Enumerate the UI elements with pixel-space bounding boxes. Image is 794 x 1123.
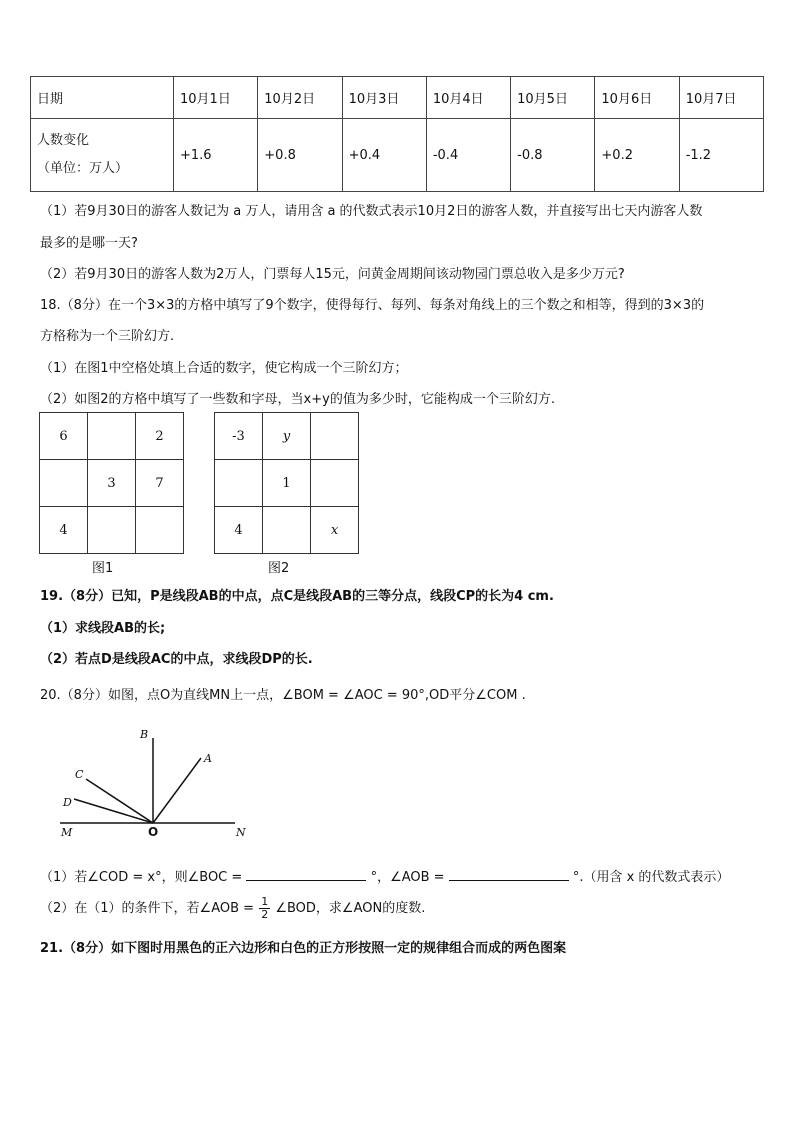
table-cell: +0.4 (342, 119, 426, 192)
row-label-line1: 人数变化 (37, 133, 90, 148)
table-cell: +0.2 (595, 119, 679, 192)
q17-part1-line2: 最多的是哪一天? (40, 236, 138, 251)
grid1-cell: 3 (88, 460, 136, 507)
figure-2-caption: 图2 (268, 561, 290, 576)
ray-oa (153, 758, 201, 823)
grid1-cell: 7 (136, 460, 184, 507)
table-cell: +1.6 (174, 119, 258, 192)
table-cell: -0.4 (426, 119, 510, 192)
q19-part1: （1）求线段AB的长; (40, 621, 166, 636)
q20-part1-text-c: °.（用含 x 的代数式表示） (572, 870, 730, 885)
q20-line1: 20.（8分）如图，点O为直线MN上一点，∠BOM = ∠AOC = 90°,OD平分∠COM . (40, 688, 526, 703)
table-header-cell: 10月2日 (258, 77, 342, 119)
label-d: D (63, 796, 72, 809)
ray-oc (86, 779, 153, 823)
grid1-cell: 4 (40, 507, 88, 554)
table-header-row (31, 77, 764, 119)
grid2-cell (263, 507, 311, 554)
label-n: N (236, 826, 246, 839)
grid2-cell: x (311, 507, 359, 554)
table-header-cell: 日期 (31, 77, 174, 119)
q17-part1-line1: （1）若9月30日的游客人数记为 a 万人，请用含 a 的代数式表示10月2日的游客人数，并直接写出七天内游客人数 (40, 204, 703, 219)
angle-figure (55, 722, 265, 844)
grid2-cell: 1 (263, 460, 311, 507)
label-b: B (140, 728, 149, 741)
table-cell: +0.8 (258, 119, 342, 192)
label-o: O (148, 825, 159, 839)
label-m: M (61, 826, 73, 839)
q20-part1-text-b: °，∠AOB = (370, 870, 445, 885)
q20-part2-text-b: ∠BOD，求∠AON的度数. (275, 901, 426, 916)
q20-part1 (40, 866, 729, 885)
table-header-cell: 10月6日 (595, 77, 679, 119)
grid2-cell (215, 460, 263, 507)
grid2-cell: 4 (215, 507, 263, 554)
figure-1-caption: 图1 (92, 561, 114, 576)
grid2-cell: -3 (215, 413, 263, 460)
grid1-cell: 6 (40, 413, 88, 460)
table-header-cell: 10月1日 (174, 77, 258, 119)
q20-part2 (40, 896, 425, 921)
q20-part1-text-a: （1）若∠COD = x°，则∠BOC = (40, 870, 243, 885)
q18-part1: （1）在图1中空格处填上合适的数字，使它构成一个三阶幻方； (40, 361, 408, 376)
q21-line1: 21.（8分）如下图时用黑色的正六边形和白色的正方形按照一定的规律组合而成的两色图案 (40, 941, 567, 956)
ray-od (74, 799, 153, 823)
label-a: A (204, 752, 212, 765)
table-header-cell: 10月3日 (342, 77, 426, 119)
table-header-cell: 10月4日 (426, 77, 510, 119)
table-row (31, 119, 764, 192)
q20-part2-text-a: （2）在（1）的条件下，若∠AOB = (40, 901, 255, 916)
answer-blank-boc[interactable] (246, 868, 366, 881)
table-cell: -0.8 (511, 119, 595, 192)
table-header-cell: 10月7日 (679, 77, 763, 119)
grid1-cell (40, 460, 88, 507)
q18-line1: 18.（8分）在一个3×3的方格中填写了9个数字，使得每行、每列、每条对角线上的三个数之和相等，得到的3×3的 (40, 298, 705, 313)
magic-square-figure-1 (39, 412, 184, 554)
row-label (31, 119, 174, 192)
table-header-cell: 10月5日 (511, 77, 595, 119)
q18-part2: （2）如图2的方格中填写了一些数和字母，当x+y的值为多少时，它能构成一个三阶幻方. (40, 392, 555, 407)
label-c: C (75, 768, 84, 781)
table-cell: -1.2 (679, 119, 763, 192)
grid1-cell (136, 507, 184, 554)
grid2-cell (311, 413, 359, 460)
fraction-denominator: 2 (261, 908, 269, 921)
q17-part2: （2）若9月30日的游客人数为2万人，门票每人15元，问黄金周期间该动物园门票总收入是多少万元? (40, 267, 625, 282)
fraction-numerator: 1 (261, 895, 269, 908)
row-label-line2: （单位：万人） (37, 161, 129, 176)
grid2-cell: y (263, 413, 311, 460)
grid1-cell: 2 (136, 413, 184, 460)
grid1-cell (88, 413, 136, 460)
grid1-cell (88, 507, 136, 554)
q19-part2: （2）若点D是线段AC的中点，求线段DP的长. (40, 652, 313, 667)
grid2-cell (311, 460, 359, 507)
q18-line2: 方格称为一个三阶幻方. (40, 329, 175, 344)
visitor-table (30, 76, 764, 192)
q19-line1: 19.（8分）已知，P是线段AB的中点，点C是线段AB的三等分点，线段CP的长为4 cm. (40, 589, 554, 604)
answer-blank-aob[interactable] (449, 868, 569, 881)
fraction-one-half (259, 896, 270, 921)
magic-square-figure-2 (214, 412, 359, 554)
